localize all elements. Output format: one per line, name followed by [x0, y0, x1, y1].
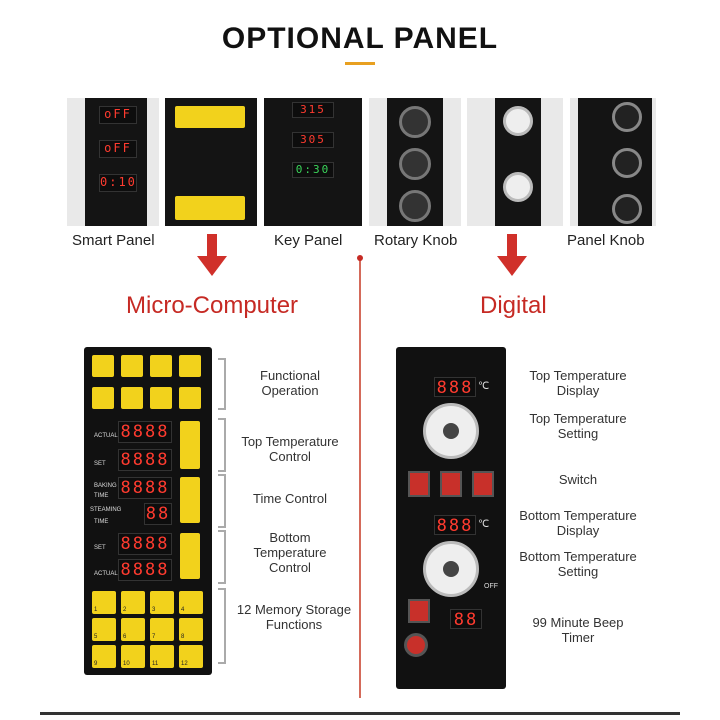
bottom-unit: ℃ [478, 519, 490, 530]
smart-display-1: oFF [99, 106, 137, 124]
key-panel-image [165, 98, 257, 226]
label-steaming: STEAMING [90, 507, 122, 513]
micro-computer-panel [84, 347, 212, 675]
memory-key-5[interactable] [92, 618, 116, 641]
panel-knob-image [578, 98, 652, 226]
function-button-3[interactable] [150, 355, 172, 377]
function-button-8[interactable] [179, 387, 201, 409]
label-actual-top: ACTUAL [94, 433, 118, 439]
top-temp-arrows[interactable] [180, 421, 200, 469]
label-switch: Switch [558, 472, 598, 487]
dial-off-label: OFF [484, 583, 498, 590]
caption-key-panel: Key Panel [274, 232, 343, 249]
top-actual-display: 8888 [118, 421, 172, 443]
power-button[interactable] [92, 355, 114, 377]
digital-thumb-dial-1 [503, 106, 533, 136]
label-bottom-temperature-setting: Bottom Temperature Setting [519, 549, 637, 579]
digital-panel-thumbnail [467, 98, 563, 226]
alarm-button[interactable] [92, 387, 114, 409]
top-set-display: 8888 [118, 449, 172, 471]
memory-key-4[interactable] [179, 591, 203, 614]
bottom-set-display: 8888 [118, 533, 172, 555]
label-beep-timer: 99 Minute Beep Timer [532, 615, 624, 645]
digital-panel [396, 347, 506, 689]
caption-rotary-knob: Rotary Knob [374, 232, 458, 249]
rotary-knob-3 [399, 190, 431, 222]
switch-2[interactable] [440, 471, 462, 497]
memory-key-12[interactable] [179, 645, 203, 668]
bottom-actual-display: 8888 [118, 559, 172, 581]
memory-key-10[interactable] [121, 645, 145, 668]
timer-switch[interactable] [408, 599, 430, 623]
key-panel-image-2 [264, 98, 362, 226]
label-memory-storage: 12 Memory Storage Functions [236, 602, 352, 632]
smart-display-3: 0:10 [99, 174, 137, 192]
function-button-7[interactable] [150, 387, 172, 409]
memory-key-label: 8 [181, 634, 185, 640]
smart-panel-thumbnail [67, 98, 159, 226]
bottom-temperature-display: 888 [434, 515, 476, 535]
rotary-knob-2 [399, 148, 431, 180]
memory-key-6[interactable] [121, 618, 145, 641]
key-display-1: 315 [292, 102, 334, 118]
smart-panel-image [85, 98, 147, 226]
beep-button[interactable] [404, 633, 428, 657]
memory-key-label: 5 [94, 634, 98, 640]
rotary-knob-thumbnail [369, 98, 461, 226]
memory-key-label: 12 [181, 661, 188, 667]
key-display-3: 0:30 [292, 162, 334, 178]
key-panel-thumbnail-2 [264, 98, 362, 226]
memory-key-1[interactable] [92, 591, 116, 614]
panel-knob-thumbnail [570, 98, 656, 226]
memory-key-label: 10 [123, 661, 130, 667]
section-digital: Digital [480, 292, 547, 319]
memory-key-8[interactable] [179, 618, 203, 641]
center-divider [359, 258, 361, 698]
label-time-control: Time Control [253, 491, 327, 506]
top-unit: ℃ [478, 381, 490, 392]
steaming-time-display: 88 [145, 504, 171, 524]
top-temperature-display: 888 [434, 377, 476, 397]
bottom-temp-arrows[interactable] [180, 533, 200, 579]
baking-time-display: 8888 [118, 477, 172, 499]
bottom-temperature-dial[interactable] [423, 541, 479, 597]
function-button-2[interactable] [121, 355, 143, 377]
panel-knob-3 [612, 194, 642, 224]
label-bottom-temperature-display: Bottom Temperature Display [519, 508, 637, 538]
bracket-bottom-temp [218, 530, 226, 584]
title-underline [345, 62, 375, 65]
caption-panel-knob: Panel Knob [567, 232, 645, 249]
memory-key-label: 6 [123, 634, 127, 640]
panel-knob-2 [612, 148, 642, 178]
bracket-time [218, 474, 226, 528]
smart-display-2: oFF [99, 140, 137, 158]
bottom-rule [40, 712, 680, 715]
rotary-knob-image [387, 98, 443, 226]
label-top-temperature-display: Top Temperature Display [529, 368, 627, 398]
section-micro-computer: Micro-Computer [126, 292, 299, 319]
switch-1[interactable] [408, 471, 430, 497]
divider-dot [357, 255, 363, 261]
rotary-knob-1 [399, 106, 431, 138]
switch-3[interactable] [472, 471, 494, 497]
digital-panel-image [495, 98, 541, 226]
top-temperature-dial[interactable] [423, 403, 479, 459]
memory-key-label: 3 [152, 607, 156, 613]
memory-key-2[interactable] [121, 591, 145, 614]
memory-key-11[interactable] [150, 645, 174, 668]
key-panel-thumbnail [165, 98, 257, 226]
label-top-temperature-control: Top Temperature Control [241, 434, 339, 464]
caption-smart-panel: Smart Panel [72, 232, 155, 249]
memory-key-label: 7 [152, 634, 156, 640]
label-set-top: SET [94, 461, 106, 467]
label-baking: BAKING [94, 483, 117, 489]
memory-key-7[interactable] [150, 618, 174, 641]
memory-key-3[interactable] [150, 591, 174, 614]
memory-key-label: 4 [181, 607, 185, 613]
bracket-top-temp [218, 418, 226, 472]
panel-knob-1 [612, 102, 642, 132]
label-actual-bottom: ACTUAL [94, 571, 118, 577]
time-arrows[interactable] [180, 477, 200, 523]
memory-key-label: 2 [123, 607, 127, 613]
label-steaming-time: TIME [94, 519, 109, 525]
memory-key-label: 1 [94, 607, 98, 613]
label-bottom-temperature-control: Bottom Temperature Control [253, 530, 327, 575]
digital-thumb-dial-2 [503, 172, 533, 202]
light-button[interactable] [179, 355, 201, 377]
label-baking-time: TIME [94, 493, 109, 499]
label-set-bottom: SET [94, 545, 106, 551]
key-display-2: 305 [292, 132, 334, 148]
key-panel-icons [175, 106, 245, 128]
bracket-functional [218, 358, 226, 410]
memory-key-9[interactable] [92, 645, 116, 668]
bracket-memory [218, 588, 226, 664]
key-panel-memory-keys [175, 196, 245, 220]
label-functional-operation: Functional Operation [260, 368, 320, 398]
page-title: OPTIONAL PANEL [221, 22, 499, 55]
label-top-temperature-setting: Top Temperature Setting [529, 411, 627, 441]
timer-display: 88 [450, 609, 482, 629]
memory-key-label: 9 [94, 661, 98, 667]
function-button-6[interactable] [121, 387, 143, 409]
memory-key-label: 11 [152, 661, 159, 667]
